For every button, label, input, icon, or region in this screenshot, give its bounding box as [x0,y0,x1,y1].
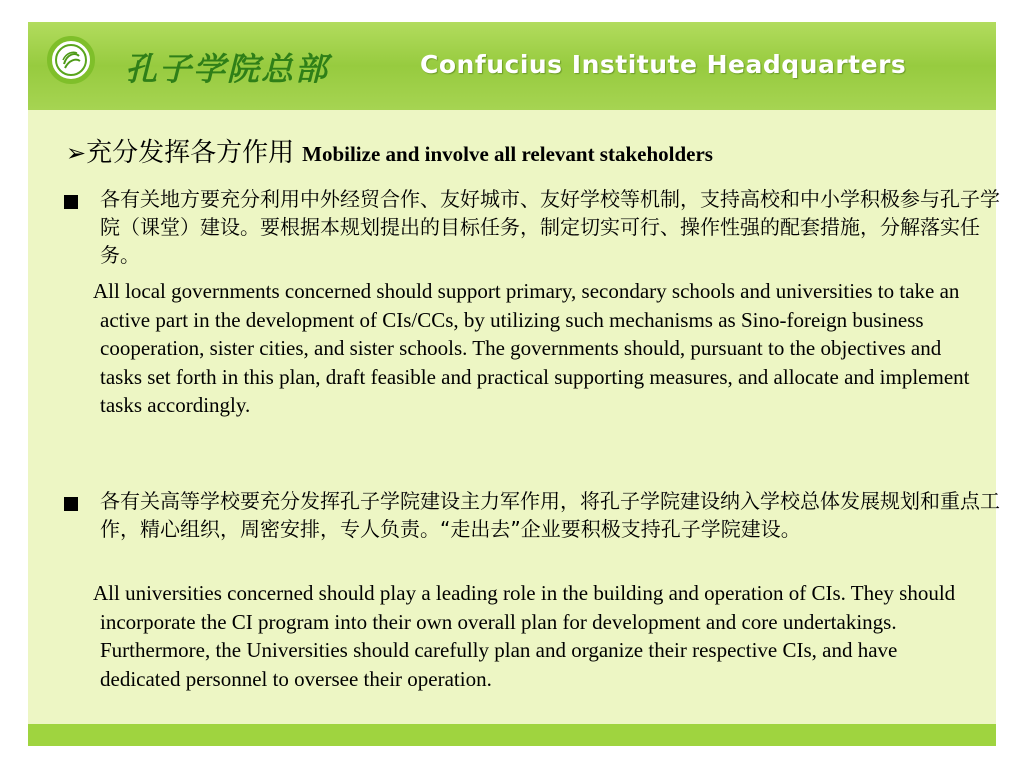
square-bullet-icon [64,195,78,209]
section-1-cn: 各有关地方要充分利用中外经贸合作、友好城市、友好学校等机制，支持高校和中小学积极参与孔子学院（课堂）建设。要根据本规划提出的目标任务，制定切实可行、操作性强的配套措施，分解落实任务。 [100,187,1000,267]
heading-cn: 充分发挥各方作用 [86,138,295,168]
heading-en: Mobilize and involve all relevant stakeholders [302,142,713,166]
slide-heading [66,132,713,169]
footer-band [28,724,996,746]
slide [28,22,1000,746]
confucius-institute-logo-icon [47,36,95,84]
header-en-title: Confucius Institute Headquarters [420,50,907,79]
section-1-en: All local governments concerned should support primary, secondary schools and universities to take an active part in the development of CIs/CCs, by utilizing such mechanisms as Sino-foreign business cooperation, sister cities, and sister schools. The governments should, pursuant to the objectives and tasks set forth in this plan, draft feasible and practical supporting measures, and allocate and implement tasks accordingly. [93,279,970,417]
header-cn-title: 孔子学院总部 [125,50,330,88]
section-2-cn: 各有关高等学校要充分发挥孔子学院建设主力军作用，将孔子学院建设纳入学校总体发展规划和重点工作，精心组织，周密安排，专人负责。“走出去”企业要积极支持孔子学院建设。 [100,489,1000,541]
arrow-bullet-icon: ➢ [66,139,87,167]
square-bullet-icon [64,497,78,511]
section-2-en: All universities concerned should play a leading role in the building and operation of CIs. They should incorporate the CI program into their own overall plan for development and core undertakings. Furthermore, the Universities should carefully plan and organize their respective CIs, and have dedicated personnel to oversee their operation. [93,581,956,691]
header-banner [28,22,996,110]
